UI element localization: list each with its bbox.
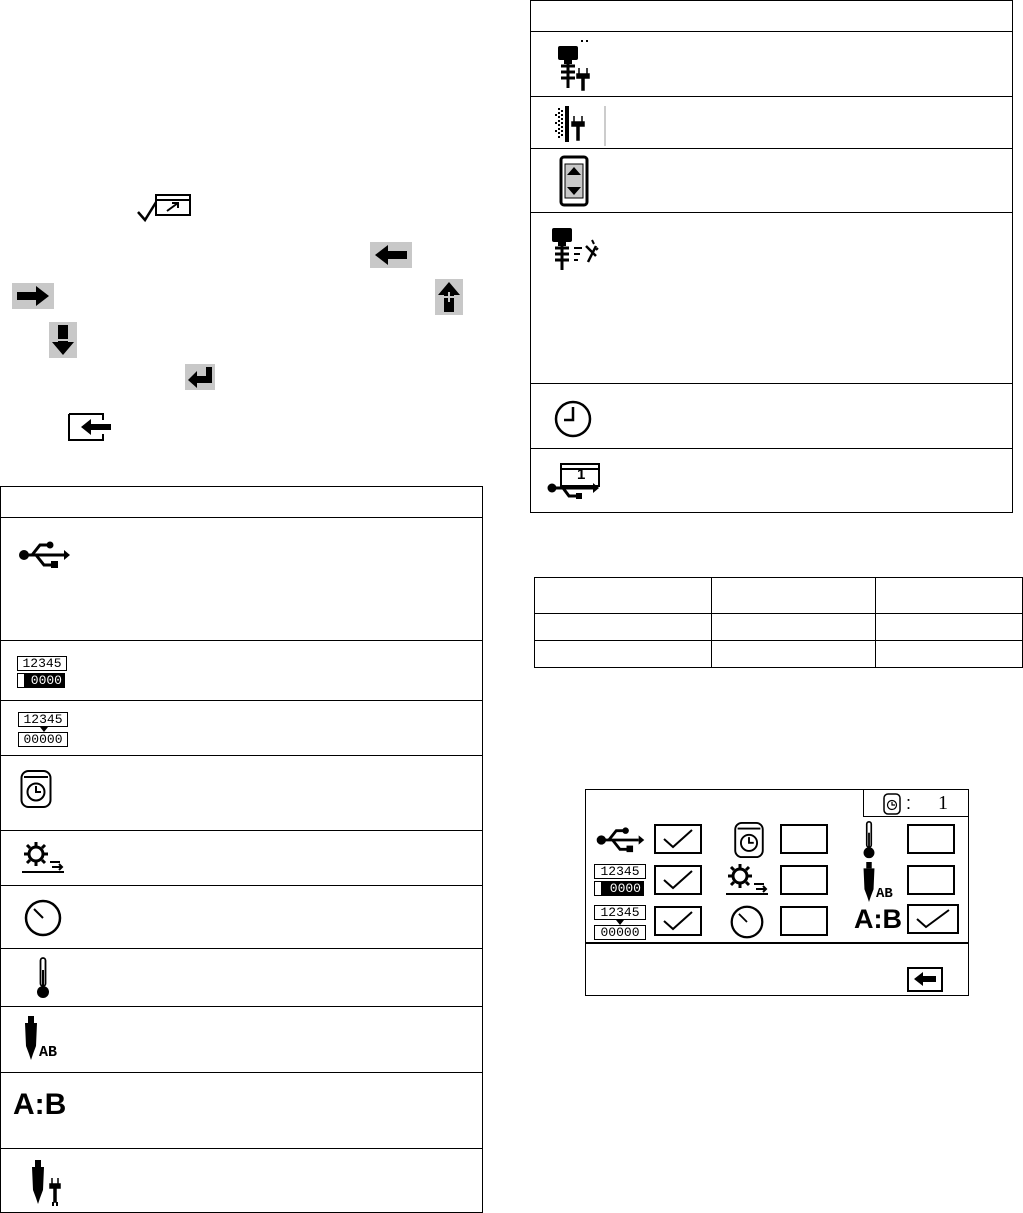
exit-key [67, 412, 113, 442]
scroll-select-icon [559, 155, 589, 207]
totalizer-counter-icon [18, 712, 68, 748]
exit-button[interactable] [907, 967, 943, 992]
job-counter-checkbox[interactable] [654, 865, 702, 895]
usb-download-number: 1 [577, 466, 586, 483]
header-colon: : [906, 793, 912, 813]
gun-ab-label: AB [39, 1044, 58, 1061]
accept-icon [136, 193, 192, 225]
thermometer-icon [35, 956, 51, 1000]
left-arrow-key [370, 242, 412, 268]
ratio-icon: A:B [854, 904, 902, 934]
gun-ab-label: AB [876, 886, 893, 902]
gun-maintenance-icon [27, 1160, 63, 1206]
usb-icon [18, 540, 70, 570]
counter-top-digits: 12345 [18, 712, 68, 727]
gun-ab-icon [20, 1016, 70, 1062]
pump-maintenance-icon [554, 38, 594, 92]
down-arrow-key [49, 322, 77, 358]
small-table [534, 577, 1023, 668]
up-arrow-key [435, 279, 463, 315]
counter-bottom-digits: 00000 [594, 925, 646, 940]
heater-checkbox[interactable] [780, 865, 828, 895]
timer-container-icon [733, 821, 765, 859]
clock-icon [552, 398, 594, 440]
gun-ab-checkbox[interactable] [907, 865, 955, 895]
heater-icon [20, 842, 66, 874]
usb-download-icon [547, 462, 603, 502]
counter-top-digits: 12345 [594, 905, 646, 920]
gun-ab-icon [858, 862, 906, 902]
thermometer-icon [861, 820, 877, 860]
enter-key [185, 364, 215, 390]
temperature-checkbox[interactable] [907, 824, 955, 854]
ratio-checkbox[interactable] [907, 904, 959, 934]
pressure-gauge-icon [729, 904, 765, 940]
counter-bottom-digits: 00000 [18, 732, 68, 747]
heater-icon [724, 864, 770, 896]
counter-bottom-digits: 0000 [594, 881, 644, 896]
pressure-gauge-icon [23, 898, 63, 938]
counter-top-digits: 12345 [17, 656, 67, 671]
job-counter-icon [17, 656, 67, 690]
ratio-icon: A:B [13, 1088, 67, 1121]
left-legend-table [0, 486, 483, 1213]
right-arrow-key [12, 283, 54, 309]
total-counter-checkbox[interactable] [654, 906, 702, 936]
usb-icon [593, 826, 647, 854]
job-counter-icon [594, 864, 646, 898]
right-legend-table [530, 0, 1013, 513]
pressure-checkbox[interactable] [780, 906, 828, 936]
totalizer-counter-icon [594, 905, 646, 941]
header-value: 1 [938, 792, 948, 814]
timer-checkbox[interactable] [780, 824, 828, 854]
usb-checkbox[interactable] [654, 824, 702, 854]
filter-maintenance-icon [552, 104, 608, 146]
timer-container-icon [20, 769, 52, 809]
counter-top-digits: 12345 [594, 864, 646, 879]
timer-container-icon [883, 793, 901, 815]
pump-flush-icon [548, 226, 600, 272]
counter-bottom-digits: 0000 [17, 673, 65, 688]
